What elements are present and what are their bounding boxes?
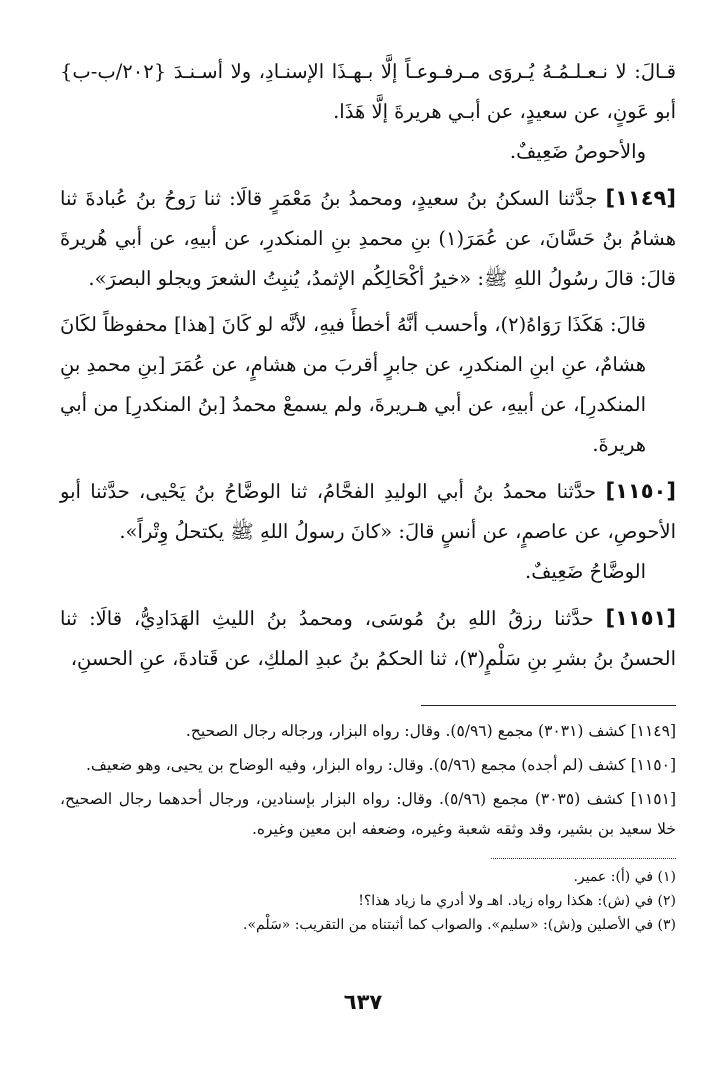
takhrij-section	[60, 716, 676, 844]
footnote-divider	[421, 705, 676, 706]
footnotes	[60, 865, 676, 937]
hadith-text: حدَّثنا رزقُ اللهِ بنُ مُوسَى، ومحمدُ بنُ الليثِ الهَدَادِيُّ، قالَا: ثنا الحسنُ بنُ بشرِ بنِ سَلْمٍ(٣)، ثنا الحكمُ بنُ عبدِ الملكِ، عن قَتادةَ، عنِ الحسنِ،	[60, 607, 676, 670]
notes-divider	[491, 858, 676, 859]
footnote: (١) في (أ): عمير.	[573, 869, 676, 885]
hadith-1149	[60, 178, 676, 299]
hadith-number: [١١٤٩]	[605, 186, 676, 210]
footnote: (٣) في الأصلين و(ش): «سليم». والصواب كما أثبتناه من التقريب: «سَلْم».	[243, 917, 676, 933]
page-number: ٦٣٧	[343, 990, 383, 1014]
hadith-text: حدَّثنا محمدُ بنُ أبي الوليدِ الفحَّامُ، ثنا الوضَّاحُ بنُ يَحْيى، حدَّثنا أبو الأحوصِ، عن عاصمٍ، عن أنسٍ قالَ: «كانَ رسولُ اللهِ ﷺ يكتحلُ وِتْراً».	[60, 480, 676, 543]
hadith-1151	[60, 598, 676, 679]
takhrij-item: [١١٥٠] كشف (لم أجده) مجمع (٥/٩٦). وقال: رواه البزار، وفيه الوضاح بن يحيى، وهو ضعيف.	[85, 756, 676, 774]
page	[60, 52, 676, 937]
paragraph: قالَ: هَكَذَا رَوَاهُ(٢)، وأحسب أنَّهُ أخطأَ فيهِ، لأنَّه لو كَانَ [هذا] محفوظاً لكَانَ هشامٌ، عنِ ابنِ المنكدرِ، عن جابرٍ أقربَ من هشامٍ، عن عُمَرَ [بنِ محمدِ بنِ المنكدرِ]، عن أبيهِ، عن أبي هـريرةَ، ولم يسمعْ محمدُ [بنُ المنكدرِ] من أبي هريرةَ.	[60, 313, 646, 456]
footnote: (٢) في (ش): هكذا رواه زياد. اهـ ولا أدري ما زياد هذا؟!	[358, 893, 676, 909]
paragraph: والأحوصُ ضَعِيفٌ.	[509, 140, 646, 163]
takhrij-item: [١١٥١] كشف (٣٠٣٥) مجمع (٥/٩٦). وقال: رواه البزار بإسنادين، ورجال أحدهما رجال الصحيح، خلا سعيد بن بشير، وقد وثقه شعبة وغيره، وضعفه ابن معين وغيره.	[60, 790, 677, 838]
takhrij-item: [١١٤٩] كشف (٣٠٣١) مجمع (٥/٩٦). وقال: رواه البزار، ورجاله رجال الصحيح.	[185, 722, 676, 740]
hadith-text: جدَّثنا السكنُ بنُ سعيدٍ، ومحمدُ بنُ مَعْمَرٍ قالَا: ثنا رَوحُ بنُ عُبادةَ ثنا هشامُ بنُ حَسَّانَ، عن عُمَرَ(١) بنِ محمدِ بنِ المنكدرِ، عن أبيهِ، عن أبي هُريرةَ قالَ: قالَ رسُولُ اللهِ ﷺ: «خيرُ أكْحَالِكُم الإثمدُ، يُنبِتُ الشعرَ ويجلو البصرَ».	[60, 187, 676, 290]
paragraph: قـالَ: لا نـعـلـمُـهُ يُـروَى مـرفـوعـاً إلَّا بـهـذَا الإسنـادِ، ولا أسـنـدَ {٢٠٢/ب-ب} أبو عَونٍ، عن سعيدٍ، عن أبـي هريرةَ إلَّا هَذَا.	[60, 60, 676, 123]
hadith-1150	[60, 471, 676, 552]
hadith-number: [١١٥١]	[605, 606, 676, 630]
main-text	[60, 52, 676, 679]
hadith-number: [١١٥٠]	[605, 479, 676, 503]
paragraph: الوضَّاحُ ضَعِيفٌ.	[525, 560, 646, 583]
